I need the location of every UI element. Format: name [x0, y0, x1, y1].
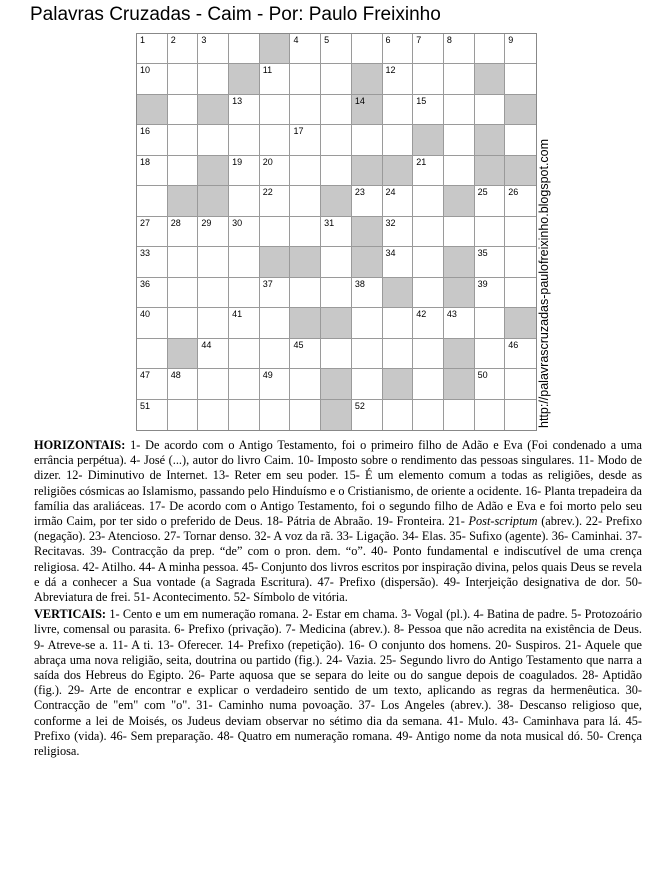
crossword-cell[interactable] — [352, 339, 383, 369]
crossword-cell[interactable] — [413, 186, 444, 216]
crossword-cell[interactable] — [383, 95, 414, 125]
crossword-cell[interactable] — [137, 339, 168, 369]
crossword-cell[interactable] — [168, 156, 199, 186]
clue-number: 44 — [201, 339, 212, 350]
clue-number: 8 — [446, 35, 452, 45]
crossword-block-cell — [444, 339, 475, 369]
crossword-cell[interactable] — [352, 34, 383, 64]
horizontal-clues-italic: Post-scriptum — [468, 514, 538, 529]
crossword-cell[interactable] — [413, 247, 444, 277]
crossword-cell[interactable] — [505, 125, 536, 155]
clues-section — [34, 438, 642, 761]
crossword-cell[interactable] — [137, 217, 168, 247]
crossword-cell[interactable] — [229, 34, 260, 64]
crossword-block-cell — [229, 64, 260, 94]
clue-number: 9 — [508, 35, 514, 45]
crossword-block-cell — [290, 308, 321, 338]
crossword-cell[interactable] — [260, 64, 291, 94]
crossword-cell[interactable] — [444, 400, 475, 430]
clue-number: 45 — [293, 339, 304, 350]
crossword-cell[interactable] — [413, 369, 444, 399]
clue-number: 20 — [262, 156, 273, 167]
crossword-cell[interactable] — [198, 34, 229, 64]
crossword-block-cell — [444, 278, 475, 308]
crossword-cell[interactable] — [229, 369, 260, 399]
crossword-block-cell — [352, 64, 383, 94]
crossword-cell[interactable] — [383, 64, 414, 94]
crossword-block-cell — [383, 156, 414, 186]
crossword-cell[interactable] — [168, 64, 199, 94]
crossword-cell[interactable] — [229, 125, 260, 155]
crossword-block-cell — [198, 95, 229, 125]
crossword-cell[interactable] — [383, 339, 414, 369]
crossword-cell[interactable] — [475, 95, 506, 125]
crossword-cell[interactable] — [505, 369, 536, 399]
crossword-cell[interactable] — [505, 64, 536, 94]
clue-number: 39 — [477, 278, 488, 289]
crossword-block-cell — [475, 125, 506, 155]
crossword-cell[interactable] — [168, 400, 199, 430]
clue-number: 26 — [508, 187, 519, 198]
crossword-cell[interactable] — [413, 34, 444, 64]
clue-number: 41 — [232, 309, 243, 320]
clue-number: 35 — [477, 248, 488, 259]
clue-number: 16 — [140, 126, 151, 137]
crossword-cell[interactable] — [260, 278, 291, 308]
crossword-cell[interactable] — [444, 34, 475, 64]
horizontal-heading: HORIZONTAIS: — [34, 438, 126, 452]
crossword-block-cell — [321, 308, 352, 338]
clue-number: 27 — [140, 217, 151, 228]
crossword-cell[interactable] — [505, 278, 536, 308]
clue-number: 6 — [385, 35, 391, 45]
clue-number: 40 — [140, 309, 151, 320]
crossword-block-cell — [198, 186, 229, 216]
crossword-cell[interactable] — [198, 400, 229, 430]
crossword-cell[interactable] — [475, 400, 506, 430]
crossword-cell[interactable] — [137, 125, 168, 155]
horizontal-clues-text-b: (abrev.). 22- Prefixo (negação). 23- Atencioso. 27- Tornar denso. 32- A voz da rã. 33- Ligação. 34- Elas. 35- Sufixo (agente). 36- Caminhai. 37- Recitavas. 39- Contracção da prep. “de” com o pron. dem. “o”. 40- Ponto fundamental e indiscutível de uma crença religiosa. 42- Atilho. 44- A minha pessoa. 45- Conjunto dos livros escritos por inspiração divina, pelos quais Deus se revela e dá a conhecer a Sua vontade (a Sagrada Escritura). 47- Prefixo (dispersão). 49- Interjeição designativa de dor. 50- Abreviatura de frei. 51- Acontecimento. 52- Símbolo de vitória. — [34, 514, 642, 605]
crossword-block-cell — [475, 64, 506, 94]
crossword-cell[interactable] — [260, 369, 291, 399]
crossword-cell[interactable] — [383, 308, 414, 338]
crossword-cell[interactable] — [505, 34, 536, 64]
clue-number: 32 — [385, 217, 396, 228]
crossword-block-cell — [352, 95, 383, 125]
crossword-cell[interactable] — [137, 278, 168, 308]
page-title: Palavras Cruzadas - Caim - Por: Paulo Freixinho — [30, 4, 441, 25]
crossword-cell[interactable] — [198, 125, 229, 155]
clue-number: 7 — [416, 35, 422, 45]
clue-number: 29 — [201, 217, 212, 228]
crossword-cell[interactable] — [290, 186, 321, 216]
crossword-cell[interactable] — [321, 339, 352, 369]
clue-number: 23 — [354, 187, 365, 198]
clue-number: 4 — [293, 35, 299, 45]
crossword-block-cell — [321, 186, 352, 216]
crossword-cell[interactable] — [444, 156, 475, 186]
crossword-block-cell — [383, 369, 414, 399]
clue-number: 46 — [508, 339, 519, 350]
crossword-cell[interactable] — [137, 64, 168, 94]
clue-number: 19 — [232, 156, 243, 167]
crossword-cell[interactable] — [198, 308, 229, 338]
vertical-clues-text: 1- Cento e um em numeração romana. 2- Estar em chama. 3- Vogal (pl.). 4- Batina de padre. 5- Protozoário livre, comensal ou parasita. 6- Prefixo (privação). 7- Medicina (abrev.). 8- Pessoa que não acredita na existência de Deus. 9- Atreve-se a. 11- A ti. 13- Oferecer. 14- Prefixo (repetição). 16- O conjunto dos homens. 20- Suspiros. 21- Aquele que abraça uma nova religião, seita, doutrina ou partido (fig.). 24- Vazia. 25- Segundo livro do Antigo Testamento que narra a saída dos Hebreus do Egipto. 26- Parte aquosa que se separa do leite ou do sangue depois de coagulados. 28- Aptidão (fig.). 29- Arte de encontrar e explicar o verdadeiro sentido de um texto, aplicando as regras da hermenêutica. 30- Contracção de "em" com "o". 31- Caminho numa povoação. 37- Los Angeles (abrev.). 38- Descanso religioso que, conforme a lei de Moisés, os Judeus deviam observar no sétimo dia da semana. 41- Mulo. 43- Caminhava para lá. 45- Prefixo (vida). 46- Sem preparação. 48- Quatro em numeração romana. 49- Antigo nome da nota musical dó. 50- Crença religiosa. — [34, 607, 642, 759]
clue-number: 37 — [262, 278, 273, 289]
crossword-cell[interactable] — [137, 308, 168, 338]
crossword-cell[interactable] — [260, 339, 291, 369]
crossword-block-cell — [168, 339, 199, 369]
crossword-cell[interactable] — [290, 400, 321, 430]
crossword-cell[interactable] — [229, 95, 260, 125]
clue-number: 33 — [140, 248, 151, 259]
crossword-cell[interactable] — [352, 186, 383, 216]
crossword-cell[interactable] — [383, 125, 414, 155]
crossword-cell[interactable] — [475, 278, 506, 308]
clue-number: 48 — [170, 370, 181, 381]
crossword-cell[interactable] — [168, 278, 199, 308]
crossword-cell[interactable] — [383, 400, 414, 430]
crossword-cell[interactable] — [137, 400, 168, 430]
crossword-cell[interactable] — [321, 278, 352, 308]
crossword-cell[interactable] — [444, 217, 475, 247]
crossword-cell[interactable] — [475, 369, 506, 399]
horizontal-clues — [34, 438, 642, 605]
crossword-cell[interactable] — [198, 369, 229, 399]
clue-number: 24 — [385, 187, 396, 198]
crossword-cell[interactable] — [290, 217, 321, 247]
clue-number: 42 — [416, 309, 427, 320]
clue-number: 50 — [477, 370, 488, 381]
crossword-cell[interactable] — [321, 64, 352, 94]
crossword-cell[interactable] — [290, 95, 321, 125]
crossword-block-cell — [505, 156, 536, 186]
crossword-cell[interactable] — [168, 217, 199, 247]
crossword-cell[interactable] — [260, 308, 291, 338]
vertical-heading: VERTICAIS: — [34, 607, 106, 622]
crossword-cell[interactable] — [413, 64, 444, 94]
crossword-cell[interactable] — [198, 64, 229, 94]
clue-number: 2 — [170, 35, 176, 45]
crossword-block-cell — [137, 95, 168, 125]
crossword-cell[interactable] — [505, 247, 536, 277]
clue-number: 3 — [201, 35, 207, 45]
crossword-cell[interactable] — [413, 400, 444, 430]
crossword-cell[interactable] — [413, 156, 444, 186]
crossword-cell[interactable] — [505, 400, 536, 430]
crossword-block-cell — [321, 369, 352, 399]
clue-number: 14 — [354, 95, 365, 106]
crossword-cell[interactable] — [290, 278, 321, 308]
crossword-cell[interactable] — [260, 217, 291, 247]
crossword-cell[interactable] — [413, 217, 444, 247]
crossword-cell[interactable] — [475, 308, 506, 338]
crossword-block-cell — [444, 247, 475, 277]
crossword-cell[interactable] — [198, 339, 229, 369]
clue-number: 28 — [170, 217, 181, 228]
crossword-cell[interactable] — [321, 247, 352, 277]
crossword-cell[interactable] — [413, 339, 444, 369]
crossword-cell[interactable] — [290, 156, 321, 186]
crossword-cell[interactable] — [290, 339, 321, 369]
crossword-cell[interactable] — [321, 156, 352, 186]
crossword-cell[interactable] — [383, 34, 414, 64]
crossword-cell[interactable] — [260, 125, 291, 155]
clue-number: 13 — [232, 95, 243, 106]
crossword-cell[interactable] — [444, 125, 475, 155]
crossword-cell[interactable] — [229, 156, 260, 186]
crossword-cell[interactable] — [321, 125, 352, 155]
crossword-cell[interactable] — [383, 217, 414, 247]
clue-number: 12 — [385, 65, 396, 76]
clue-number: 31 — [324, 217, 335, 228]
crossword-cell[interactable] — [229, 247, 260, 277]
crossword-block-cell — [352, 217, 383, 247]
crossword-cell[interactable] — [505, 339, 536, 369]
crossword-cell[interactable] — [505, 186, 536, 216]
crossword-cell[interactable] — [198, 247, 229, 277]
crossword-cell[interactable] — [413, 278, 444, 308]
crossword-block-cell — [413, 125, 444, 155]
clue-number: 52 — [354, 400, 365, 411]
crossword-cell[interactable] — [321, 217, 352, 247]
crossword-block-cell — [198, 156, 229, 186]
crossword-cell[interactable] — [229, 308, 260, 338]
crossword-cell[interactable] — [321, 95, 352, 125]
crossword-cell[interactable] — [413, 308, 444, 338]
clue-number: 34 — [385, 248, 396, 259]
crossword-block-cell — [505, 95, 536, 125]
crossword-block-cell — [505, 308, 536, 338]
clue-number: 38 — [354, 278, 365, 289]
crossword-cell[interactable] — [229, 217, 260, 247]
crossword-cell[interactable] — [290, 64, 321, 94]
crossword-block-cell — [290, 247, 321, 277]
crossword-cell[interactable] — [383, 247, 414, 277]
crossword-cell[interactable] — [475, 186, 506, 216]
crossword-cell[interactable] — [198, 278, 229, 308]
clue-number: 51 — [140, 400, 151, 411]
clue-number: 25 — [477, 187, 488, 198]
crossword-grid — [136, 33, 537, 431]
crossword-block-cell — [352, 156, 383, 186]
vertical-clues — [34, 607, 642, 759]
crossword-cell[interactable] — [137, 34, 168, 64]
crossword-cell[interactable] — [168, 95, 199, 125]
crossword-block-cell — [352, 247, 383, 277]
crossword-cell[interactable] — [168, 369, 199, 399]
crossword-cell[interactable] — [321, 34, 352, 64]
crossword-cell[interactable] — [352, 400, 383, 430]
clue-number: 21 — [416, 156, 427, 167]
crossword-block-cell — [260, 34, 291, 64]
crossword-cell[interactable] — [137, 156, 168, 186]
crossword-block-cell — [444, 186, 475, 216]
crossword-cell[interactable] — [137, 369, 168, 399]
crossword-cell[interactable] — [352, 278, 383, 308]
crossword-block-cell — [321, 400, 352, 430]
crossword-block-cell — [444, 369, 475, 399]
crossword-cell[interactable] — [352, 125, 383, 155]
clue-number: 17 — [293, 126, 304, 137]
clue-number: 18 — [140, 156, 151, 167]
crossword-cell[interactable] — [290, 369, 321, 399]
crossword-cell[interactable] — [475, 217, 506, 247]
crossword-cell[interactable] — [229, 278, 260, 308]
clue-number: 36 — [140, 278, 151, 289]
crossword-cell[interactable] — [475, 339, 506, 369]
clue-number: 30 — [232, 217, 243, 228]
crossword-cell[interactable] — [198, 217, 229, 247]
crossword-cell[interactable] — [475, 247, 506, 277]
clue-number: 5 — [324, 35, 330, 45]
crossword-cell[interactable] — [137, 247, 168, 277]
crossword-cell[interactable] — [352, 369, 383, 399]
crossword-cell[interactable] — [168, 308, 199, 338]
crossword-block-cell — [475, 156, 506, 186]
crossword-block-cell — [168, 186, 199, 216]
clue-number: 49 — [262, 370, 273, 381]
crossword-block-cell — [260, 247, 291, 277]
crossword-cell[interactable] — [290, 34, 321, 64]
crossword-cell[interactable] — [168, 247, 199, 277]
clue-number: 22 — [262, 187, 273, 198]
crossword-cell[interactable] — [260, 400, 291, 430]
clue-number: 11 — [262, 65, 273, 76]
clue-number: 1 — [140, 35, 146, 45]
crossword-cell[interactable] — [260, 95, 291, 125]
crossword-cell[interactable] — [168, 34, 199, 64]
crossword-block-cell — [383, 278, 414, 308]
crossword-cell[interactable] — [475, 34, 506, 64]
crossword-cell[interactable] — [260, 186, 291, 216]
crossword-cell[interactable] — [229, 186, 260, 216]
crossword-cell[interactable] — [290, 125, 321, 155]
crossword-cell[interactable] — [168, 125, 199, 155]
clue-number: 43 — [446, 309, 457, 320]
clue-number: 47 — [140, 370, 151, 381]
horizontal-clues-text-a: 1- De acordo com o Antigo Testamento, foi o primeiro filho de Adão e Eva (Foi condenado a uma errância perpétua). 4- José (...), autor do livro Caim. 10- Imposto sobre o rendimento das pessoas singulares. 11- Modo de dizer. 12- Diminutivo de Internet. 13- Reter em seu poder. 15- É um elemento comum a todas as religiões, desde as religiões cósmicas ao Islamismo, passando pelo Hinduísmo e o Cristianismo, de oriente a ocidente. 16- Planta trepadeira da família das araliáceas. 17- De acordo com o Antigo Testamento, foi o segundo filho de Adão e Eva e foi morto pelo seu irmão Caim, por ter sido o preferido de Deus. 18- Pátria de Abraão. 19- Fronteira. 21- — [34, 438, 642, 529]
crossword-cell[interactable] — [260, 156, 291, 186]
clue-number: 10 — [140, 65, 151, 76]
crossword-cell[interactable] — [352, 308, 383, 338]
crossword-cell[interactable] — [444, 95, 475, 125]
crossword-cell[interactable] — [505, 217, 536, 247]
crossword-cell[interactable] — [413, 95, 444, 125]
crossword-cell[interactable] — [444, 308, 475, 338]
crossword-cell[interactable] — [137, 186, 168, 216]
crossword-cell[interactable] — [229, 400, 260, 430]
crossword-cell[interactable] — [383, 186, 414, 216]
crossword-cell[interactable] — [229, 339, 260, 369]
clue-number: 15 — [416, 95, 427, 106]
crossword-cell[interactable] — [444, 64, 475, 94]
blog-url: http://palavrascruzadas-paulofreixinho.blogspot.com — [537, 138, 551, 428]
